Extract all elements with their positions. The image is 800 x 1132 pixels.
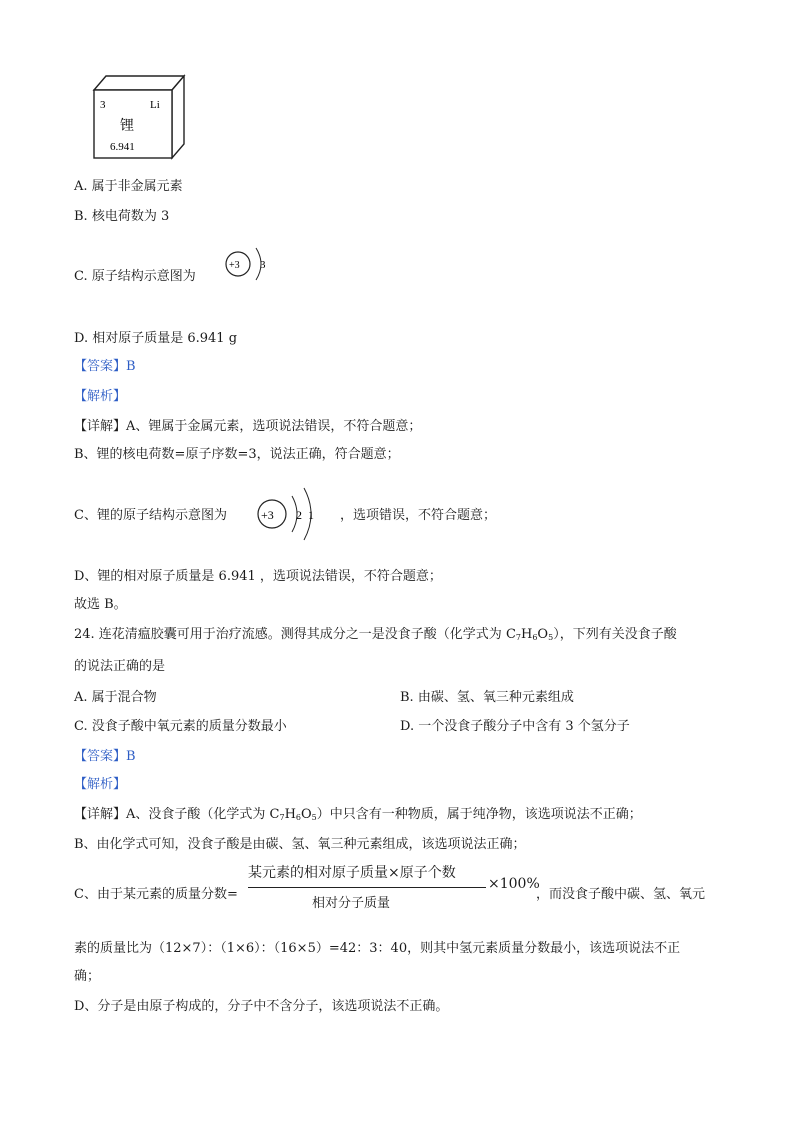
nucleus-label: +3 [261,508,274,522]
shell-1-electrons: 2 [296,508,302,522]
q24-detail-a-part-1: 【详解】A、没食子酸（化学式为 C [74,807,280,822]
shell-2-electrons: 1 [308,508,314,522]
q24-detail-c-prefix: C、由于某元素的质量分数= [74,887,238,902]
fraction-multiplier: ×100% [488,876,540,892]
q24-option-a: A. 属于混合物 [74,690,157,705]
q23-detail-a: 【详解】A、锂属于金属元素，选项说法错误，不符合题意； [74,419,422,434]
q24-detail-a-part-2: ）中只含有一种物质，属于纯净物，该选项说法不正确； [316,807,642,822]
formula-sub-o: 5 [311,813,317,822]
q23-detail-b: B、锂的核电荷数=原子序数=3，说法正确，符合题意； [74,447,400,462]
q24-stem-part-2: ），下列有关没食子酸 [553,627,677,642]
q23-conclusion: 故选 B。 [74,597,127,612]
q23-option-b: B. 核电荷数为 3 [74,209,170,224]
q24-detail-c-suffix: ，而没食子酸中碳、氢、氧元 [536,887,706,902]
q24-answer: 【答案】B [74,749,136,764]
fraction-numerator: 某元素的相对原子质量×原子个数 [248,865,456,881]
q23-detail-c-suffix: ，选项错误，不符合题意； [340,508,497,523]
q24-option-d: D. 一个没食子酸分子中含有 3 个氢分子 [400,719,630,734]
q23-option-c: C. 原子结构示意图为 [74,269,196,284]
q24-analysis-heading: 【解析】 [74,777,127,792]
q24-stem-part-1: 24. 连花清瘟胶囊可用于治疗流感。测得其成分之一是没食子酸（化学式为 C [74,627,516,642]
nucleus-label: +3 [229,260,240,271]
q24-stem-line-1: 24. 连花清瘟胶囊可用于治疗流感。测得其成分之一是没食子酸（化学式为 $C_7H_6O_5$），下列有关没食子酸 [74,627,677,642]
element-card-box [88,72,188,160]
q24-detail-d: D、分子是由原子构成的，分子中不含分子，该选项说法不正确。 [74,999,449,1014]
element-symbol: Li [150,99,160,111]
q24-option-c: C. 没食子酸中氧元素的质量分数最小 [74,719,287,734]
q23-option-d: D. 相对原子质量是 6.941 g [74,331,238,346]
lithium-element-card [88,72,188,160]
element-mass: 6.941 [110,141,135,153]
q24-detail-a: 【详解】A、没食子酸（化学式为 $C_7H_6O_5$）中只含有一种物质，属于纯净物，该选项说法不正确； [74,807,642,822]
formula-sub-o: 5 [548,633,554,642]
q23-answer: 【答案】B [74,359,136,374]
q23-analysis-heading: 【解析】 [74,389,127,404]
formula-sub-h: 6 [295,813,301,822]
element-name: 锂 [120,118,134,134]
q24-detail-b: B、由化学式可知，没食子酸是由碳、氢、氧三种元素组成，该选项说法正确； [74,837,526,852]
atom-diagram-detail-c [254,484,326,546]
formula-sub-h: 6 [532,633,538,642]
element-number: 3 [100,99,106,111]
formula-sub-c: 7 [515,633,521,642]
q24-stem-line-2: 的说法正确的是 [74,659,166,674]
shell-electrons: 3 [260,259,266,271]
q24-detail-c-line-2: 素的质量比为（12×7）：（1×6）：（16×5）=42：3：40，则其中氢元素质量分数最小，该选项说法不正 [74,941,681,956]
q23-detail-d: D、锂的相对原子质量是 6.941 ，选项说法错误，不符合题意； [74,569,442,584]
fraction-bar [248,887,486,888]
q23-option-a: A. 属于非金属元素 [74,179,183,194]
formula-sub-c: 7 [279,813,285,822]
q24-detail-c-line-3: 确； [74,969,101,984]
fraction-denominator: 相对分子质量 [312,896,391,911]
q24-option-b: B. 由碳、氢、氧三种元素组成 [400,690,574,705]
atom-diagram-option-c [222,242,274,288]
q23-detail-c-prefix: C、锂的原子结构示意图为 [74,508,227,523]
